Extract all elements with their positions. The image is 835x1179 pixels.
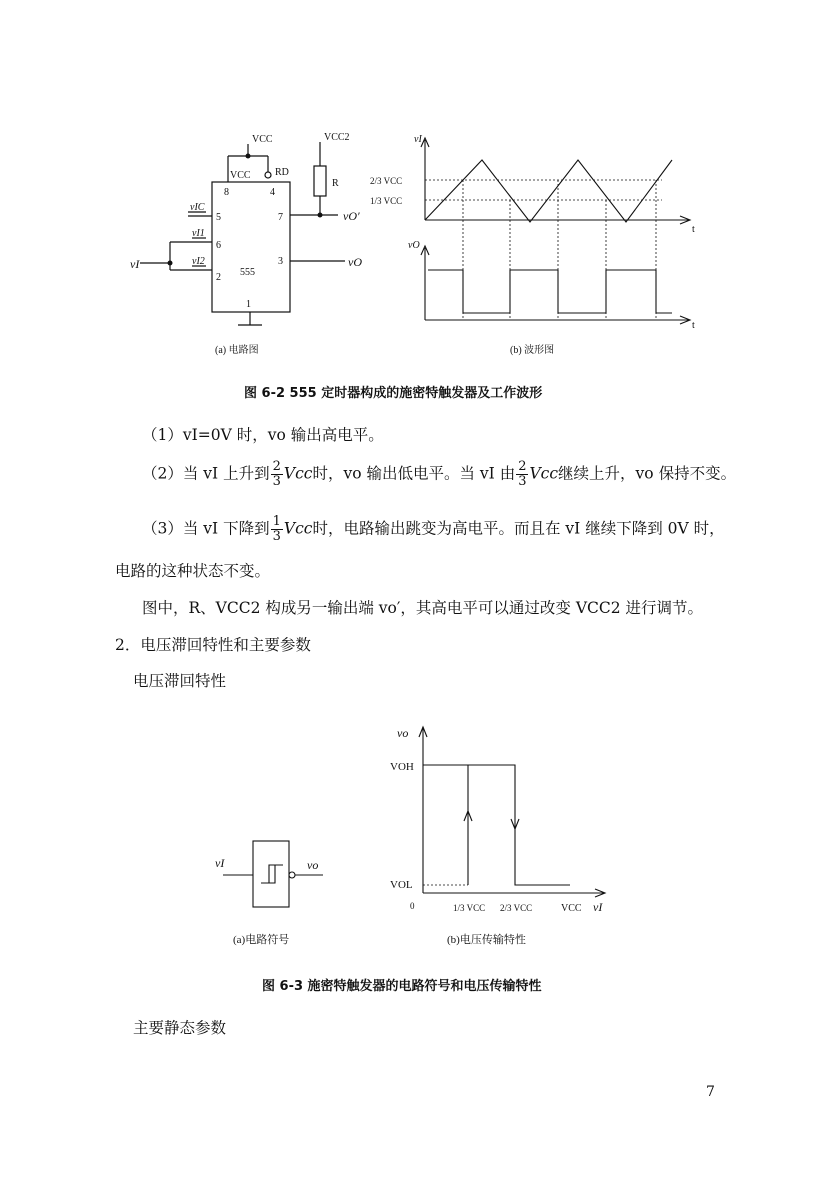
fraction-numerator: 1 [272, 514, 281, 529]
paragraph-3-part-a: （3）当 vI 下降到 [142, 519, 270, 538]
paragraph-2 [142, 460, 736, 489]
symbol-caption: (a)电路符号 [233, 934, 290, 946]
label-vi2: vI2 [192, 256, 205, 267]
label-vcc-top: VCC [252, 134, 273, 145]
label-pin8: 8 [224, 187, 229, 198]
fraction-denominator: 3 [518, 474, 527, 489]
transfer-characteristic [419, 727, 605, 897]
symbol-input-label: vI [215, 856, 225, 870]
label-chip-vcc: VCC [230, 170, 251, 181]
label-vi1: vI1 [192, 228, 205, 239]
fraction-two-thirds-a [271, 460, 283, 489]
tick-vcc: VCC [561, 903, 582, 914]
paragraph-3-continued: 电路的这种状态不变。 [115, 562, 271, 580]
section-heading-2: 2．电压滞回特性和主要参数 [115, 636, 311, 654]
fraction-denominator: 3 [272, 529, 281, 544]
transfer-caption: (b)电压传输特性 [447, 934, 526, 946]
label-vo-prime: vO′ [343, 209, 360, 223]
label-r: R [332, 178, 339, 189]
origin-label: 0 [410, 901, 415, 911]
axis-vo-label: vo [397, 726, 409, 740]
circuit-caption: (a) 电路图 [215, 345, 259, 356]
vcc-symbol: Vcc [283, 464, 313, 483]
figure-6-2 [120, 120, 720, 370]
voh-label: VOH [390, 761, 414, 773]
subheading-static-params: 主要静态参数 [133, 1019, 227, 1037]
paragraph-4: 图中，R、VCC2 构成另一输出端 vo′，其高电平可以通过改变 VCC2 进行调节。 [142, 599, 704, 617]
tick-two-thirds-vcc: 2/3 VCC [500, 903, 533, 913]
figure-6-2-caption: 图 6-2 555 定时器构成的施密特触发器及工作波形 [244, 386, 543, 401]
fraction-numerator: 2 [518, 459, 527, 474]
square-wave [428, 270, 672, 313]
label-vcc2: VCC2 [324, 132, 350, 143]
label-chip-name: 555 [240, 267, 255, 278]
label-pin1: 1 [246, 299, 251, 310]
label-pin5: 5 [216, 212, 221, 223]
label-two-thirds-vcc: 2/3 VCC [370, 176, 403, 186]
paragraph-2-part-c: 继续上升，vo 保持不变。 [558, 464, 737, 483]
vcc-symbol: Vcc [529, 464, 559, 483]
chip-555 [212, 182, 290, 312]
label-pin7: 7 [278, 212, 283, 223]
paragraph-2-part-a: （2）当 vI 上升到 [142, 464, 270, 483]
page-number: 7 [706, 1084, 715, 1100]
waveform-diagram [370, 134, 695, 356]
figure-6-3-caption: 图 6-3 施密特触发器的电路符号和电压传输特性 [262, 979, 542, 994]
label-wave-vo: vO [408, 240, 420, 251]
tick-one-third-vcc: 1/3 VCC [453, 903, 486, 913]
fraction-one-third [271, 515, 283, 544]
label-pin2: 2 [216, 272, 221, 283]
paragraph-2-part-b: 时，vo 输出低电平。当 vI 由 [312, 464, 516, 483]
label-vi: vI [130, 257, 140, 271]
fraction-denominator: 3 [272, 474, 281, 489]
vol-label: VOL [390, 879, 413, 891]
label-pin3: 3 [278, 256, 283, 267]
vcc-symbol: Vcc [283, 519, 313, 538]
waveform-caption: (b) 波形图 [510, 345, 555, 356]
label-vic: vIC [190, 202, 205, 213]
label-one-third-vcc: 1/3 VCC [370, 196, 403, 206]
subheading-hysteresis: 电压滞回特性 [133, 672, 227, 690]
triangle-wave [425, 160, 672, 222]
label-t1: t [692, 224, 695, 235]
label-rd: RD [275, 167, 289, 178]
paragraph-3-part-b: 时，电路输出跳变为高电平。而且在 vI 继续下降到 0V 时， [312, 519, 725, 538]
symbol-output-label: vo [307, 858, 319, 872]
label-vo: vO [348, 255, 362, 269]
label-pin4: 4 [270, 187, 275, 198]
axis-vi-label: vI [593, 900, 603, 914]
fraction-two-thirds-b [516, 460, 528, 489]
figure-6-3 [195, 715, 625, 955]
paragraph-3 [142, 515, 725, 544]
label-pin6: 6 [216, 240, 221, 251]
fraction-numerator: 2 [272, 459, 281, 474]
resistor-r [314, 166, 326, 196]
label-wave-vi: vI [414, 134, 422, 145]
hysteresis-loop-high [423, 765, 570, 885]
paragraph-1: （1）vI=0V 时，vo 输出高电平。 [142, 426, 384, 444]
label-t2: t [692, 320, 695, 331]
schmitt-symbol [223, 841, 323, 907]
